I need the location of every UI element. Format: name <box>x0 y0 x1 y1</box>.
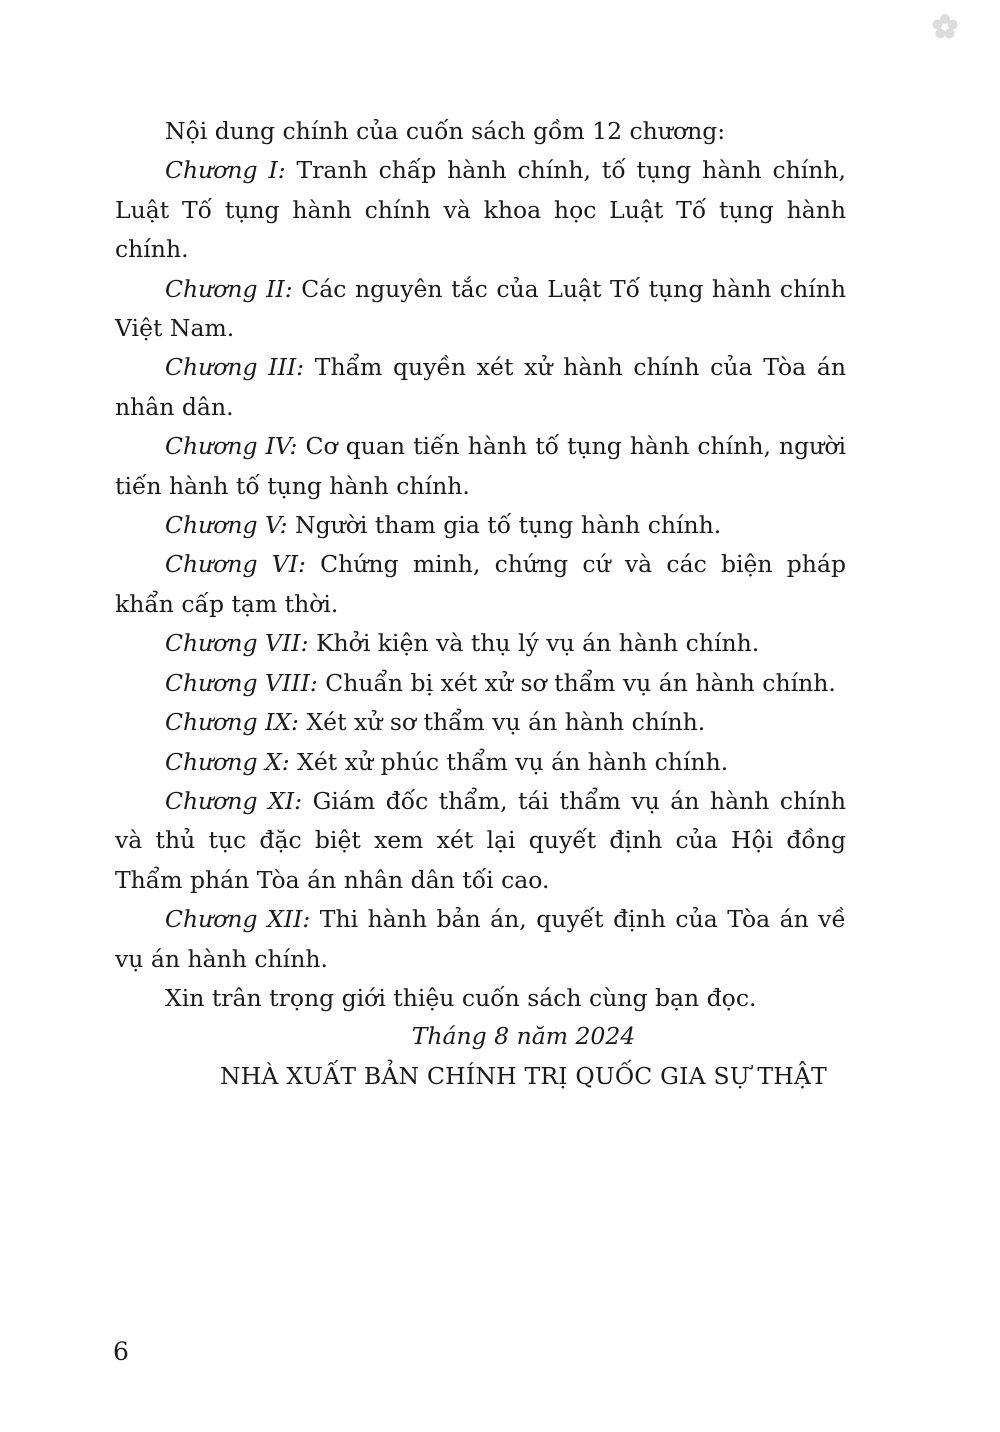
chapter-3-entry <box>115 348 846 427</box>
chapter-2-text: Các nguyên tắc của Luật Tố tụng hành chính Việt Nam. <box>115 274 847 343</box>
chapter-1-label: Chương I: <box>165 156 286 185</box>
chapter-11-text: Giám đốc thẩm, tái thẩm vụ án hành chính và thủ tục đặc biệt xem xét lại quyết định của Hội đồng Thẩm phán Tòa án nhân dân tối cao. <box>115 786 846 894</box>
chapter-7-text: Khởi kiện và thụ lý vụ án hành chính. <box>308 629 760 658</box>
chapter-12-label: Chương XII: <box>165 905 311 934</box>
publisher-name: NHÀ XUẤT BẢN CHÍNH TRỊ QUỐC GIA SỰ THẬT <box>219 1062 828 1090</box>
body-text <box>115 112 846 1018</box>
chapter-7-label: Chương VII: <box>165 629 309 658</box>
chapter-8-entry <box>115 664 846 703</box>
chapter-11-entry <box>115 782 846 900</box>
page-number: 6 <box>113 1337 129 1366</box>
chapter-1-entry <box>115 151 846 269</box>
chapter-9-entry <box>115 703 846 742</box>
chapter-4-label: Chương IV: <box>165 432 298 461</box>
chapter-6-entry <box>115 545 846 624</box>
chapter-5-text: Người tham gia tố tụng hành chính. <box>287 511 722 540</box>
signature-block <box>115 1016 932 1096</box>
chapter-6-text: Chứng minh, chứng cứ và các biện pháp khẩn cấp tạm thời. <box>115 550 847 618</box>
chapter-12-text: Thi hành bản án, quyết định của Tòa án về vụ án hành chính. <box>115 905 846 973</box>
chapter-8-label: Chương VIII: <box>165 668 318 697</box>
chapter-2-label: Chương II: <box>165 274 293 303</box>
chapter-3-label: Chương III: <box>165 353 305 382</box>
chapter-1-text: Tranh chấp hành chính, tố tụng hành chính, Luật Tố tụng hành chính và khoa học Luật Tố tụng hành chính. <box>115 156 847 264</box>
intro-paragraph: Nội dung chính của cuốn sách gồm 12 chương: <box>165 117 726 145</box>
chapter-5-label: Chương V: <box>165 511 288 540</box>
chapter-10-text: Xét xử phúc thẩm vụ án hành chính. <box>289 747 729 776</box>
chapter-3-text: Thẩm quyền xét xử hành chính của Tòa án nhân dân. <box>115 353 846 421</box>
chapter-9-label: Chương IX: <box>165 708 299 737</box>
chapter-12-entry <box>115 900 846 979</box>
chapter-11-label: Chương XI: <box>165 786 303 815</box>
chapter-6-label: Chương VI: <box>165 550 306 579</box>
chapter-9-text: Xét xử sơ thẩm vụ án hành chính. <box>298 708 706 737</box>
chapter-2-entry <box>115 270 846 349</box>
chapter-4-text: Cơ quan tiến hành tố tụng hành chính, người tiến hành tố tụng hành chính. <box>115 432 846 500</box>
chapter-5-entry <box>115 506 846 545</box>
flower-ornament-icon <box>930 12 960 42</box>
chapter-7-entry <box>115 624 846 663</box>
chapter-4-entry <box>115 427 846 506</box>
chapter-10-label: Chương X: <box>165 747 290 776</box>
signature-date: Tháng 8 năm 2024 <box>411 1022 636 1050</box>
chapter-10-entry <box>115 743 846 782</box>
chapter-8-text: Chuẩn bị xét xử sơ thẩm vụ án hành chính. <box>317 668 836 697</box>
closing-paragraph: Xin trân trọng giới thiệu cuốn sách cùng bạn đọc. <box>165 983 757 1012</box>
